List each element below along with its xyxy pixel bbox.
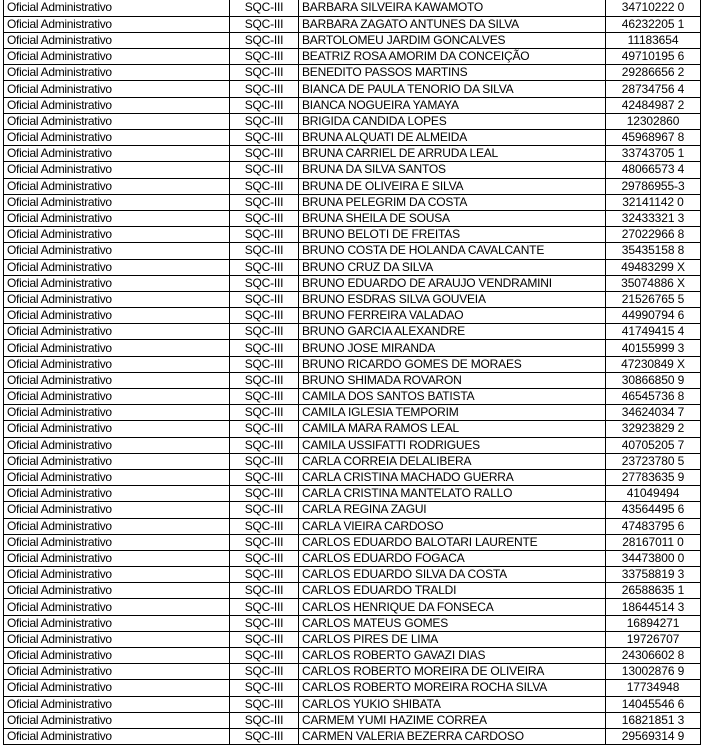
class-cell: SQC-III (230, 712, 299, 728)
name-cell: CARLOS MATEUS GOMES (299, 615, 606, 631)
class-cell: SQC-III (230, 16, 299, 32)
class-cell: SQC-III (230, 680, 299, 696)
role-cell: Oficial Administrativo (4, 372, 230, 388)
document-number-cell: 14045546 6 (606, 696, 701, 712)
table-row (4, 389, 701, 405)
document-number-cell: 41749415 4 (606, 324, 701, 340)
role-cell: Oficial Administrativo (4, 194, 230, 210)
table-row (4, 680, 701, 696)
role-cell: Oficial Administrativo (4, 130, 230, 146)
table-row (4, 113, 701, 129)
document-number-cell: 29569314 9 (606, 728, 701, 744)
role-cell: Oficial Administrativo (4, 728, 230, 744)
table-row (4, 16, 701, 32)
class-cell: SQC-III (230, 502, 299, 518)
document-number-cell: 47230849 X (606, 356, 701, 372)
document-number-cell: 13002876 9 (606, 664, 701, 680)
name-cell: CAMILA IGLESIA TEMPORIM (299, 405, 606, 421)
role-cell: Oficial Administrativo (4, 243, 230, 259)
document-number-cell: 46232205 1 (606, 16, 701, 32)
name-cell: BARBARA SILVEIRA KAWAMOTO (299, 0, 606, 16)
role-cell: Oficial Administrativo (4, 146, 230, 162)
table-row (4, 696, 701, 712)
class-cell: SQC-III (230, 356, 299, 372)
class-cell: SQC-III (230, 130, 299, 146)
table-row (4, 81, 701, 97)
name-cell: CARLOS ROBERTO MOREIRA ROCHA SILVA (299, 680, 606, 696)
document-number-cell: 27022966 8 (606, 227, 701, 243)
name-cell: BRUNO FERREIRA VALADAO (299, 308, 606, 324)
document-number-cell: 34473800 0 (606, 550, 701, 566)
document-number-cell: 32923829 2 (606, 421, 701, 437)
document-number-cell: 11183654 (606, 32, 701, 48)
class-cell: SQC-III (230, 308, 299, 324)
table-row (4, 599, 701, 615)
role-cell: Oficial Administrativo (4, 356, 230, 372)
name-cell: BRUNA ALQUATI DE ALMEIDA (299, 130, 606, 146)
table-row (4, 583, 701, 599)
document-number-cell: 27783635 9 (606, 469, 701, 485)
name-cell: CAMILA MARA RAMOS LEAL (299, 421, 606, 437)
name-cell: BRUNO BELOTI DE FREITAS (299, 227, 606, 243)
document-number-cell: 29286656 2 (606, 65, 701, 81)
role-cell: Oficial Administrativo (4, 453, 230, 469)
class-cell: SQC-III (230, 372, 299, 388)
name-cell: CARLA CORREIA DELALIBERA (299, 453, 606, 469)
table-row (4, 615, 701, 631)
role-cell: Oficial Administrativo (4, 49, 230, 65)
role-cell: Oficial Administrativo (4, 680, 230, 696)
name-cell: BRUNA PELEGRIM DA COSTA (299, 194, 606, 210)
role-cell: Oficial Administrativo (4, 113, 230, 129)
class-cell: SQC-III (230, 146, 299, 162)
role-cell: Oficial Administrativo (4, 324, 230, 340)
name-cell: CARLA VIEIRA CARDOSO (299, 518, 606, 534)
document-number-cell: 26588635 1 (606, 583, 701, 599)
table-row (4, 372, 701, 388)
table-row (4, 178, 701, 194)
name-cell: BRUNA DA SILVA SANTOS (299, 162, 606, 178)
name-cell: CARLOS YUKIO SHIBATA (299, 696, 606, 712)
document-number-cell: 33758819 3 (606, 567, 701, 583)
name-cell: BRUNO GARCIA ALEXANDRE (299, 324, 606, 340)
table-row (4, 97, 701, 113)
table-row (4, 631, 701, 647)
class-cell: SQC-III (230, 518, 299, 534)
class-cell: SQC-III (230, 550, 299, 566)
role-cell: Oficial Administrativo (4, 550, 230, 566)
class-cell: SQC-III (230, 0, 299, 16)
class-cell: SQC-III (230, 728, 299, 744)
class-cell: SQC-III (230, 291, 299, 307)
name-cell: BRUNA CARRIEL DE ARRUDA LEAL (299, 146, 606, 162)
table-row (4, 486, 701, 502)
name-cell: BRUNO JOSE MIRANDA (299, 340, 606, 356)
name-cell: CARLA CRISTINA MANTELATO RALLO (299, 486, 606, 502)
document-number-cell: 18644514 3 (606, 599, 701, 615)
table-row (4, 664, 701, 680)
class-cell: SQC-III (230, 227, 299, 243)
name-cell: BRUNO RICARDO GOMES DE MORAES (299, 356, 606, 372)
document-number-cell: 40705205 7 (606, 437, 701, 453)
table-row (4, 243, 701, 259)
document-number-cell: 42484987 2 (606, 97, 701, 113)
document-number-cell: 45968967 8 (606, 130, 701, 146)
role-cell: Oficial Administrativo (4, 291, 230, 307)
role-cell: Oficial Administrativo (4, 259, 230, 275)
table-row (4, 259, 701, 275)
name-cell: BRUNO SHIMADA ROVARON (299, 372, 606, 388)
class-cell: SQC-III (230, 599, 299, 615)
class-cell: SQC-III (230, 437, 299, 453)
document-number-cell: 35074886 X (606, 275, 701, 291)
table-row (4, 534, 701, 550)
name-cell: CARLA CRISTINA MACHADO GUERRA (299, 469, 606, 485)
role-cell: Oficial Administrativo (4, 308, 230, 324)
name-cell: BARBARA ZAGATO ANTUNES DA SILVA (299, 16, 606, 32)
role-cell: Oficial Administrativo (4, 664, 230, 680)
role-cell: Oficial Administrativo (4, 469, 230, 485)
class-cell: SQC-III (230, 469, 299, 485)
class-cell: SQC-III (230, 210, 299, 226)
table-row (4, 567, 701, 583)
class-cell: SQC-III (230, 615, 299, 631)
table-row (4, 194, 701, 210)
class-cell: SQC-III (230, 421, 299, 437)
document-number-cell: 24306602 8 (606, 648, 701, 664)
table-row (4, 210, 701, 226)
document-number-cell: 47483795 6 (606, 518, 701, 534)
class-cell: SQC-III (230, 97, 299, 113)
name-cell: CARLA REGINA ZAGUI (299, 502, 606, 518)
document-number-cell: 32141142 0 (606, 194, 701, 210)
table-row (4, 340, 701, 356)
table-row (4, 356, 701, 372)
role-cell: Oficial Administrativo (4, 712, 230, 728)
table-row (4, 32, 701, 48)
role-cell: Oficial Administrativo (4, 275, 230, 291)
class-cell: SQC-III (230, 81, 299, 97)
table-row (4, 324, 701, 340)
table-row (4, 0, 701, 16)
table-row (4, 162, 701, 178)
role-cell: Oficial Administrativo (4, 178, 230, 194)
document-number-cell: 12302860 (606, 113, 701, 129)
name-cell: BRUNO CRUZ DA SILVA (299, 259, 606, 275)
document-number-cell: 44990794 6 (606, 308, 701, 324)
table-row (4, 130, 701, 146)
table-row (4, 469, 701, 485)
class-cell: SQC-III (230, 631, 299, 647)
name-cell: BEATRIZ ROSA AMORIM DA CONCEIÇÃO (299, 49, 606, 65)
name-cell: BIANCA NOGUEIRA YAMAYA (299, 97, 606, 113)
class-cell: SQC-III (230, 162, 299, 178)
name-cell: BRIGIDA CANDIDA LOPES (299, 113, 606, 129)
name-cell: BRUNA SHEILA DE SOUSA (299, 210, 606, 226)
class-cell: SQC-III (230, 664, 299, 680)
document-number-cell: 32433321 3 (606, 210, 701, 226)
table-row (4, 502, 701, 518)
class-cell: SQC-III (230, 243, 299, 259)
role-cell: Oficial Administrativo (4, 648, 230, 664)
name-cell: BIANCA DE PAULA TENORIO DA SILVA (299, 81, 606, 97)
class-cell: SQC-III (230, 194, 299, 210)
document-number-cell: 33743705 1 (606, 146, 701, 162)
document-number-cell: 49483299 X (606, 259, 701, 275)
role-cell: Oficial Administrativo (4, 437, 230, 453)
document-number-cell: 46545736 8 (606, 389, 701, 405)
class-cell: SQC-III (230, 113, 299, 129)
class-cell: SQC-III (230, 583, 299, 599)
class-cell: SQC-III (230, 49, 299, 65)
name-cell: CARMEM YUMI HAZIME CORREA (299, 712, 606, 728)
name-cell: BRUNA DE OLIVEIRA E SILVA (299, 178, 606, 194)
class-cell: SQC-III (230, 259, 299, 275)
class-cell: SQC-III (230, 453, 299, 469)
staff-table-body (4, 0, 701, 745)
class-cell: SQC-III (230, 648, 299, 664)
name-cell: CAMILA DOS SANTOS BATISTA (299, 389, 606, 405)
name-cell: BARTOLOMEU JARDIM GONCALVES (299, 32, 606, 48)
role-cell: Oficial Administrativo (4, 567, 230, 583)
role-cell: Oficial Administrativo (4, 615, 230, 631)
class-cell: SQC-III (230, 567, 299, 583)
document-number-cell: 43564495 6 (606, 502, 701, 518)
role-cell: Oficial Administrativo (4, 696, 230, 712)
table-row (4, 728, 701, 744)
document-number-cell: 28167011 0 (606, 534, 701, 550)
role-cell: Oficial Administrativo (4, 534, 230, 550)
staff-table (3, 0, 701, 745)
class-cell: SQC-III (230, 324, 299, 340)
name-cell: BENEDITO PASSOS MARTINS (299, 65, 606, 81)
document-number-cell: 16894271 (606, 615, 701, 631)
table-row (4, 227, 701, 243)
document-number-cell: 19726707 (606, 631, 701, 647)
table-row (4, 308, 701, 324)
table-row (4, 49, 701, 65)
role-cell: Oficial Administrativo (4, 227, 230, 243)
table-row (4, 712, 701, 728)
document-number-cell: 29786955-3 (606, 178, 701, 194)
document-number-cell: 48066573 4 (606, 162, 701, 178)
class-cell: SQC-III (230, 178, 299, 194)
document-number-cell: 30866850 9 (606, 372, 701, 388)
table-row (4, 421, 701, 437)
class-cell: SQC-III (230, 65, 299, 81)
role-cell: Oficial Administrativo (4, 210, 230, 226)
table-row (4, 648, 701, 664)
name-cell: CARLOS ROBERTO MOREIRA DE OLIVEIRA (299, 664, 606, 680)
table-row (4, 291, 701, 307)
name-cell: CARLOS EDUARDO SILVA DA COSTA (299, 567, 606, 583)
class-cell: SQC-III (230, 534, 299, 550)
role-cell: Oficial Administrativo (4, 162, 230, 178)
document-number-cell: 49710195 6 (606, 49, 701, 65)
class-cell: SQC-III (230, 275, 299, 291)
name-cell: BRUNO COSTA DE HOLANDA CAVALCANTE (299, 243, 606, 259)
document-number-cell: 16821851 3 (606, 712, 701, 728)
role-cell: Oficial Administrativo (4, 502, 230, 518)
document-number-cell: 41049494 (606, 486, 701, 502)
table-row (4, 518, 701, 534)
role-cell: Oficial Administrativo (4, 81, 230, 97)
role-cell: Oficial Administrativo (4, 486, 230, 502)
document-number-cell: 28734756 4 (606, 81, 701, 97)
name-cell: CARLOS HENRIQUE DA FONSECA (299, 599, 606, 615)
role-cell: Oficial Administrativo (4, 405, 230, 421)
document-number-cell: 40155999 3 (606, 340, 701, 356)
name-cell: CAMILA USSIFATTI RODRIGUES (299, 437, 606, 453)
document-number-cell: 35435158 8 (606, 243, 701, 259)
document-number-cell: 34710222 0 (606, 0, 701, 16)
class-cell: SQC-III (230, 405, 299, 421)
class-cell: SQC-III (230, 486, 299, 502)
role-cell: Oficial Administrativo (4, 599, 230, 615)
name-cell: CARLOS EDUARDO BALOTARI LAURENTE (299, 534, 606, 550)
name-cell: CARMEN VALERIA BEZERRA CARDOSO (299, 728, 606, 744)
name-cell: CARLOS EDUARDO FOGACA (299, 550, 606, 566)
document-number-cell: 17734948 (606, 680, 701, 696)
class-cell: SQC-III (230, 696, 299, 712)
role-cell: Oficial Administrativo (4, 97, 230, 113)
role-cell: Oficial Administrativo (4, 518, 230, 534)
table-row (4, 275, 701, 291)
table-row (4, 550, 701, 566)
table-row (4, 453, 701, 469)
class-cell: SQC-III (230, 32, 299, 48)
role-cell: Oficial Administrativo (4, 0, 230, 16)
table-row (4, 65, 701, 81)
role-cell: Oficial Administrativo (4, 16, 230, 32)
class-cell: SQC-III (230, 389, 299, 405)
table-row (4, 437, 701, 453)
name-cell: CARLOS ROBERTO GAVAZI DIAS (299, 648, 606, 664)
name-cell: CARLOS EDUARDO TRALDI (299, 583, 606, 599)
document-page (3, 0, 701, 745)
name-cell: BRUNO EDUARDO DE ARAUJO VENDRAMINI (299, 275, 606, 291)
document-number-cell: 21526765 5 (606, 291, 701, 307)
role-cell: Oficial Administrativo (4, 421, 230, 437)
table-row (4, 146, 701, 162)
document-number-cell: 34624034 7 (606, 405, 701, 421)
role-cell: Oficial Administrativo (4, 389, 230, 405)
role-cell: Oficial Administrativo (4, 340, 230, 356)
class-cell: SQC-III (230, 340, 299, 356)
role-cell: Oficial Administrativo (4, 583, 230, 599)
name-cell: BRUNO ESDRAS SILVA GOUVEIA (299, 291, 606, 307)
role-cell: Oficial Administrativo (4, 32, 230, 48)
role-cell: Oficial Administrativo (4, 65, 230, 81)
table-row (4, 405, 701, 421)
role-cell: Oficial Administrativo (4, 631, 230, 647)
document-number-cell: 23723780 5 (606, 453, 701, 469)
name-cell: CARLOS PIRES DE LIMA (299, 631, 606, 647)
